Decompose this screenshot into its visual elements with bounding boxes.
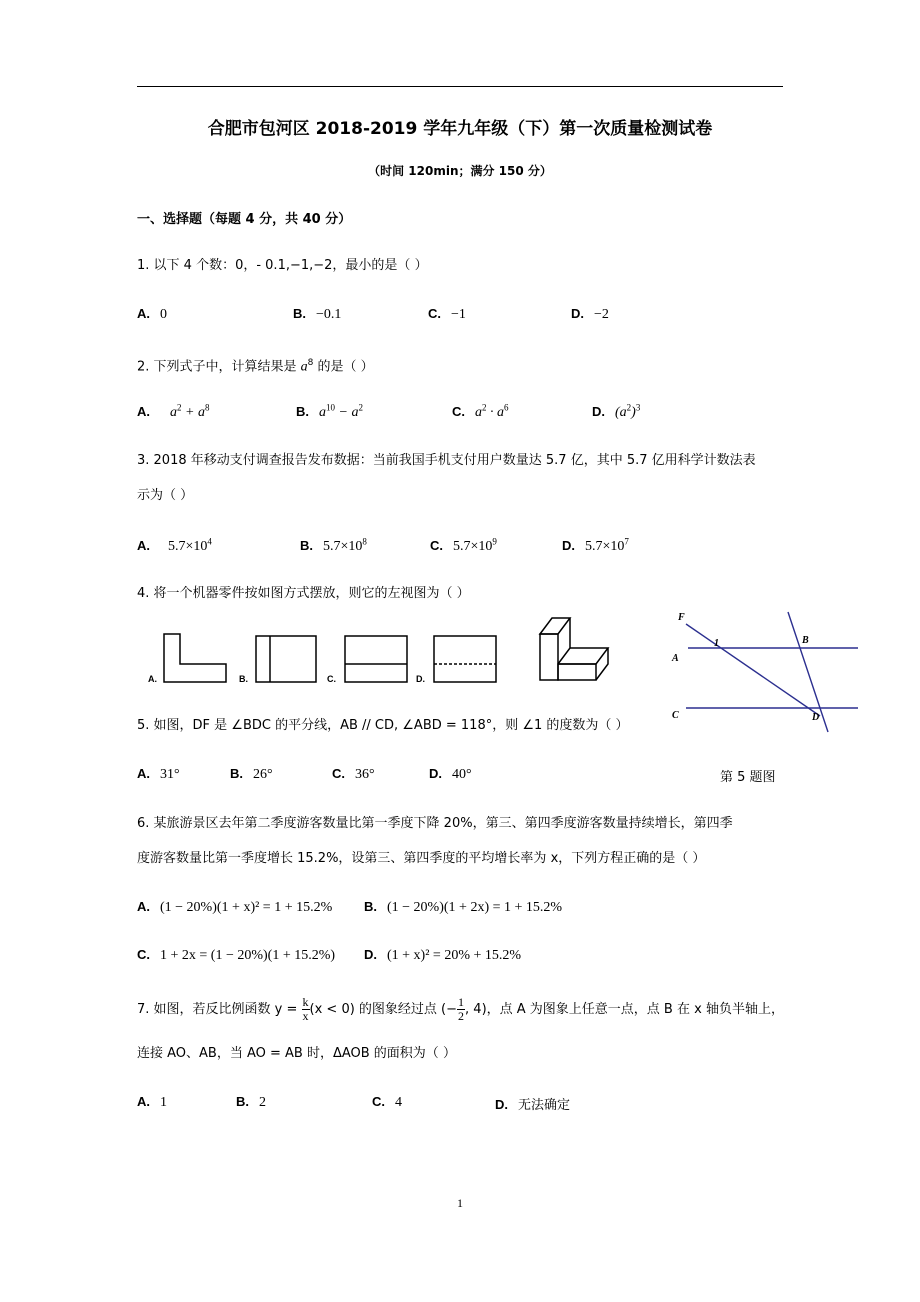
- q6-option-b: B. (1 − 20%)(1 + 2x) = 1 + 15.2%: [364, 899, 563, 915]
- q4-option-d-figure: [434, 636, 496, 682]
- q7-option-b: B. 2: [236, 1094, 266, 1110]
- q3-option-d: D. $5.7\times 10^7$: [562, 536, 629, 554]
- page-subtitle: （时间 120min；满分 150 分）: [368, 164, 552, 178]
- q5-option-a: A. 31°: [137, 766, 180, 782]
- q3-option-a: A. $5.7\times 10^4$: [137, 536, 212, 554]
- q5-option-c: C. 36°: [332, 766, 375, 782]
- label-angle-1: 1: [714, 638, 719, 649]
- q1-option-b: B. −0.1: [293, 306, 342, 322]
- label-a: A: [672, 653, 679, 664]
- question-2-stem: 2. 下列式子中，计算结果是 $a^8$ 的是（ ）: [137, 358, 374, 375]
- label-d: D: [812, 712, 820, 723]
- label-f: F: [678, 612, 685, 623]
- question-4-stem: 4. 将一个机器零件按如图方式摆放，则它的左视图为（ ）: [137, 586, 470, 601]
- q4-option-a-label: A.: [148, 674, 157, 684]
- question-6-line2: 度游客数量比第一季度增长 15.2%，设第三、第四季度的平均增长率为 x，下列方程正确的是（ ）: [137, 851, 706, 866]
- q4-option-b-figure: [256, 636, 316, 682]
- q4-option-c-figure: [345, 636, 407, 682]
- q5-figure: [668, 610, 868, 735]
- q6-option-d: D. (1 + x)² = 20% + 15.2%: [364, 947, 522, 963]
- page-title: 合肥市包河区 2018-2019 学年九年级（下）第一次质量检测试卷: [207, 119, 713, 139]
- question-3-line1: 3. 2018 年移动支付调查报告发布数据：当前我国手机支付用户数量达 5.7 亿，其中 5.7 亿用科学计数法表: [137, 453, 756, 468]
- q4-option-d-label: D.: [416, 674, 425, 684]
- q4-option-b-label: B.: [239, 674, 248, 684]
- label-c: C: [672, 710, 679, 721]
- q6-option-c: C. 1 + 2x = (1 − 20%)(1 + 15.2%): [137, 947, 336, 963]
- question-7-line1: 7. 如图，若反比例函数 y = $\frac{k}{x}$ (x < 0) 的图象经过点 (− $\frac{1}{2}$ , 4)，点 A 为图象上任意一点，点 B 在 x 轴负半轴上，: [137, 995, 784, 1023]
- q7-option-c: C. 4: [372, 1094, 402, 1110]
- section-heading: 一、选择题（每题 4 分，共 40 分）: [137, 212, 352, 227]
- line-df: [686, 624, 820, 716]
- q5-option-d: D. 40°: [429, 766, 472, 782]
- q5-option-b: B. 26°: [230, 766, 273, 782]
- q2-option-c: C. $a^2 \cdot a^6$: [452, 402, 509, 420]
- q7-option-a: A. 1: [137, 1094, 167, 1110]
- question-7-line2: 连接 AO、AB，当 AO = AB 时，ΔAOB 的面积为（ ）: [137, 1046, 456, 1061]
- page-number: 1: [457, 1196, 463, 1210]
- q2-option-a: A. $a^2 + a^8$: [137, 402, 210, 420]
- question-5-stem: 5. 如图，DF 是 ∠BDC 的平分线，AB // CD, ∠ABD = 118°，则 ∠1 的度数为（ ）: [137, 718, 629, 733]
- q6-option-a: A. (1 − 20%)(1 + x)² = 1 + 15.2%: [137, 899, 333, 915]
- line-bd: [788, 612, 828, 732]
- q4-machine-part-figure: [540, 618, 608, 680]
- q4-option-c-label: C.: [327, 674, 336, 684]
- header-rule: [137, 86, 783, 87]
- q1-option-a: A. 0: [137, 306, 167, 322]
- q2-option-d: D. $(a^2)^3$: [592, 402, 641, 420]
- question-3-line2: 示为（ ）: [137, 488, 194, 503]
- q2-option-b: B. $a^{10} - a^2$: [296, 402, 363, 420]
- q4-option-a-figure: [164, 634, 226, 682]
- q5-figure-caption: 第 5 题图: [720, 770, 776, 785]
- q1-option-c: C. −1: [428, 306, 466, 322]
- q3-option-b: B. $5.7\times 10^8$: [300, 536, 367, 554]
- q4-view-options: [140, 612, 660, 692]
- question-6-line1: 6. 某旅游景区去年第二季度游客数量比第一季度下降 20%，第三、第四季度游客数量持续增长，第四季: [137, 816, 733, 831]
- question-1-stem: 1. 以下 4 个数：0，- 0.1,−1,−2，最小的是（ ）: [137, 258, 428, 273]
- q1-option-d: D. −2: [571, 306, 609, 322]
- q3-option-c: C. $5.7\times 10^9$: [430, 536, 497, 554]
- label-b: B: [802, 635, 809, 646]
- q7-option-d: D. 无法确定: [495, 1097, 571, 1113]
